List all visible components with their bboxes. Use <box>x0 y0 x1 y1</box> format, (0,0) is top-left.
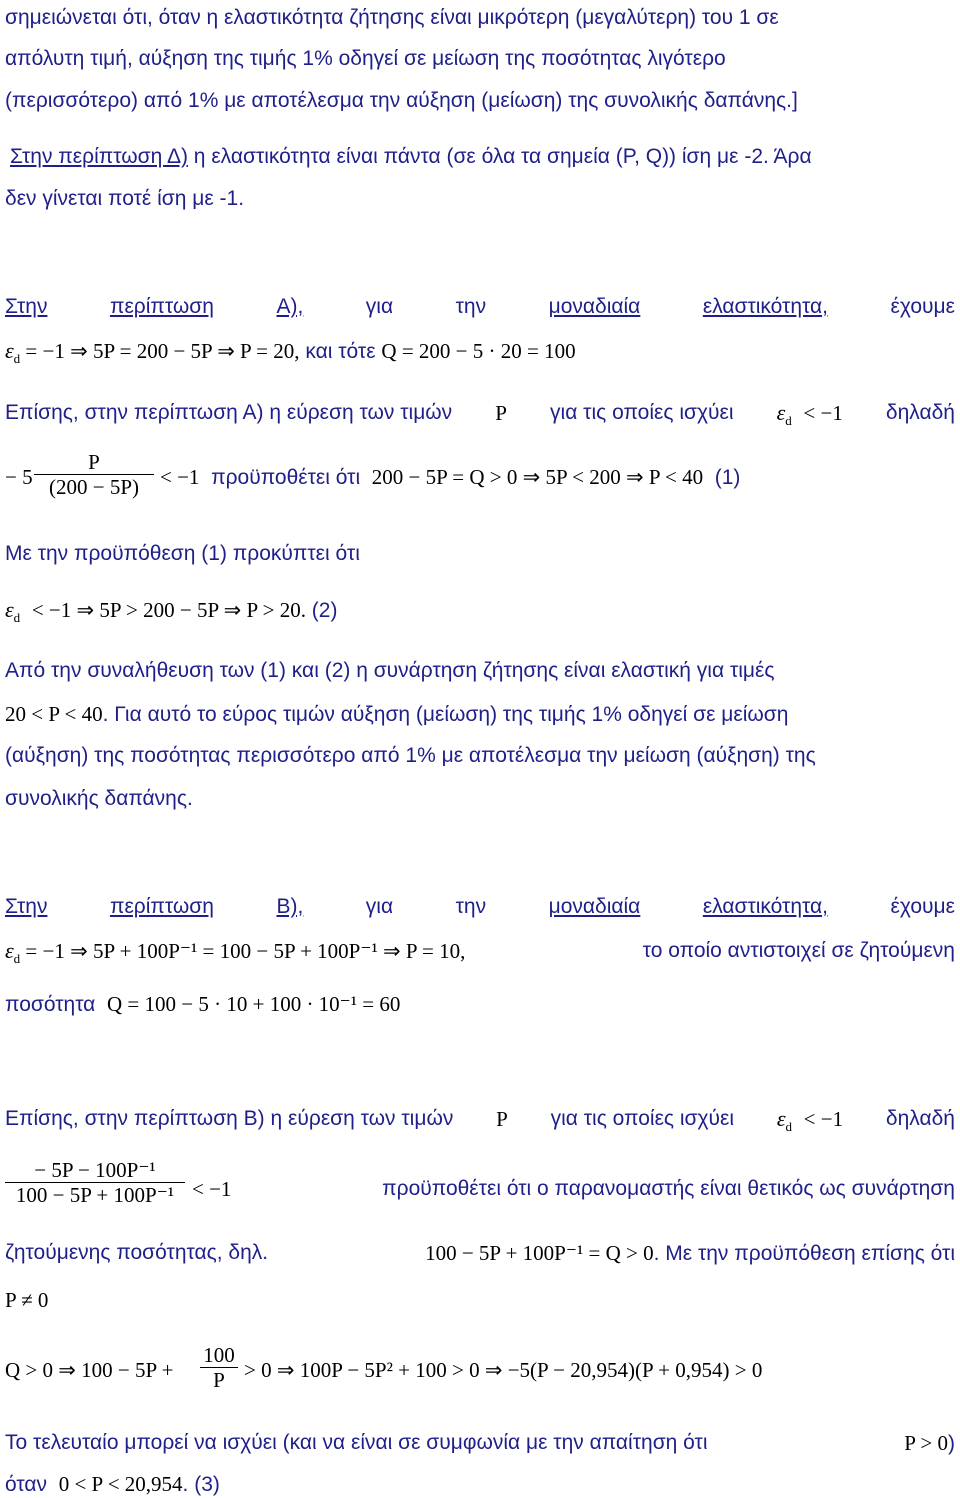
case-a-heading: Στην περίπτωση Α), για την μοναδιαία ελαστικότητα, έχουμε <box>5 295 955 318</box>
equation-line: P ≠ 0 <box>5 1288 49 1312</box>
fraction: $\frac{100}{P}$ <box>200 1343 238 1392</box>
text-line: Το τελευταίο μπορεί να ισχύει (και να είναι σε συμφωνία με την απαίτηση ότι P > 0) <box>5 1431 955 1455</box>
text-line: Με την προϋπόθεση (1) προκύπτει ότι <box>5 542 360 565</box>
text-line: ζητούμενης ποσότητας, δηλ. 100 − 5P + 100P⁻¹ = Q > 0. Με την προϋπόθεση επίσης ότι <box>5 1241 955 1265</box>
case-b-heading: Στην περίπτωση Β), για την μοναδιαία ελαστικότητα, έχουμε <box>5 895 955 918</box>
text-line: συνολικής δαπάνης. <box>5 787 193 810</box>
equation-line: $\varepsilon_d = -1$ ⇒ 5P + 100P⁻¹ = 100 − 5P + 100P⁻¹ ⇒ P = 10, το οποίο αντιστοιχεί σε ζητούμενη <box>5 938 955 967</box>
equation-line: $\varepsilon_d = -1$ ⇒ 5P = 200 − 5P ⇒ P = 20, και τότε Q = 200 − 5 · 20 = 100 <box>5 338 576 367</box>
text-line: σημειώνεται ότι, όταν η ελαστικότητα ζήτησης είναι μικρότερη (μεγαλύτερη) του 1 σε <box>5 6 779 29</box>
text-line: δεν γίνεται ποτέ ίση με -1. <box>5 187 245 210</box>
text-line: (περισσότερο) από 1% με αποτέλεσμα την αύξηση (μείωση) της συνολικής δαπάνης.] <box>5 89 798 112</box>
fraction: $\frac{P}{(200 - 5P)}$ <box>34 450 154 499</box>
equation-line: < −1 προϋποθέτει ότι 200 − 5P = Q > 0 ⇒ 5P < 200 ⇒ P < 40 (1) <box>160 465 741 489</box>
equation-part: Q > 0 ⇒ 100 − 5P + <box>5 1358 174 1382</box>
text-line: Στην περίπτωση Δ) η ελαστικότητα είναι πάντα (σε όλα τα σημεία (P, Q)) ίση με -2. Άρα <box>10 145 812 168</box>
case-d-heading: Στην περίπτωση Δ) <box>10 145 188 168</box>
text-line: όταν 0 < P < 20,954. (3) <box>5 1472 220 1496</box>
text-line: (αύξηση) της ποσότητας περισσότερο από 1% με αποτέλεσμα την μείωση (αύξηση) της <box>5 744 816 767</box>
equation-part: > 0 ⇒ 100P − 5P² + 100 > 0 ⇒ −5(P − 20,954)(P + 0,954) > 0 <box>244 1358 763 1382</box>
fraction: $\frac{\text{− 5P − 100P⁻¹}}{\text{100 − 5P + 100P⁻¹}}$ <box>5 1158 185 1207</box>
equation-line: $\varepsilon_d < -1$ ⇒ 5P > 200 − 5P ⇒ P > 20. (2) <box>5 597 338 626</box>
text-line: απόλυτη τιμή, αύξηση της τιμής 1% οδηγεί σε μείωση της ποσότητας λιγότερο <box>5 47 726 70</box>
text-line: 20 < P < 40. Για αυτό το εύρος τιμών αύξηση (μείωση) της τιμής 1% οδηγεί σε μείωση <box>5 702 789 726</box>
text-line: Από την συναλήθευση των (1) και (2) η συνάρτηση ζήτησης είναι ελαστική για τιμές <box>5 659 775 682</box>
equation-line: ποσότητα Q = 100 − 5 · 10 + 100 · 10⁻¹ = 60 <box>5 992 401 1016</box>
equation-line: < −1 προϋποθέτει ότι ο παρανομαστής είναι θετικός ως συνάρτηση <box>192 1177 955 1201</box>
math-term: − 5 <box>5 465 33 489</box>
text-line: Επίσης, στην περίπτωση Β) η εύρεση των τιμών P για τις οποίες ισχύει $\varepsilon_d < -1$ δηλαδή <box>5 1106 955 1135</box>
text-line: Επίσης, στην περίπτωση Α) η εύρεση των τιμών P για τις οποίες ισχύει $\varepsilon_d < -1$ δηλαδή <box>5 400 955 429</box>
